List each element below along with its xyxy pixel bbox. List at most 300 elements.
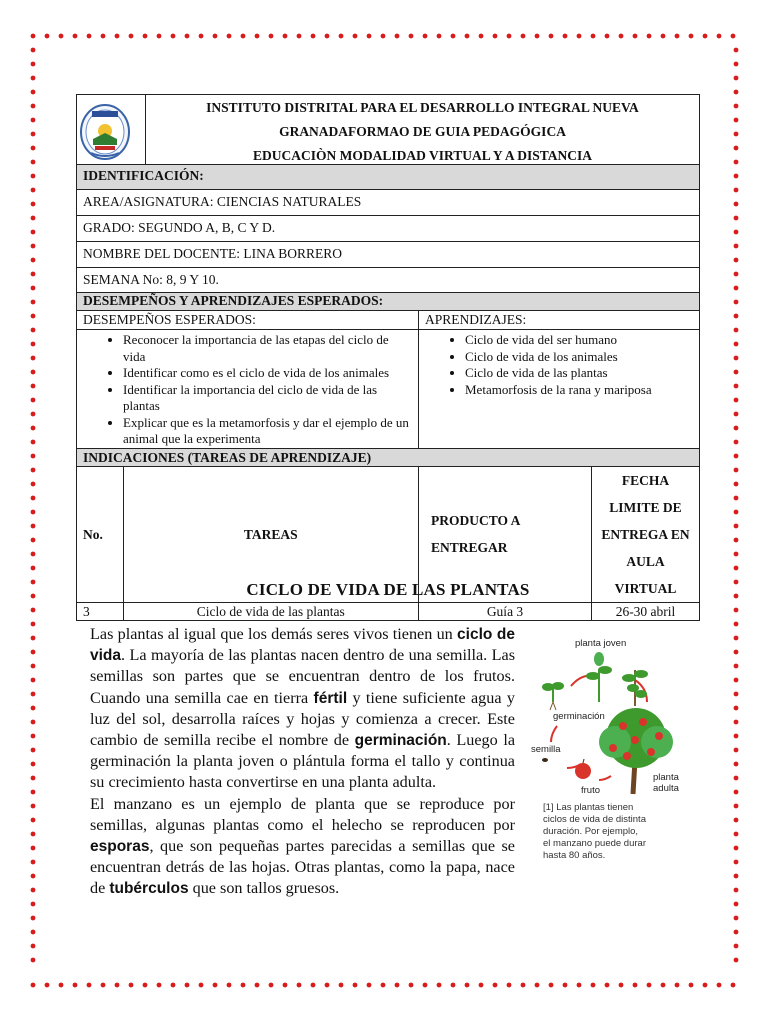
border-dot — [31, 608, 36, 613]
border-dot — [31, 832, 36, 837]
border-dot — [734, 818, 739, 823]
border-dot — [734, 342, 739, 347]
border-dot — [451, 34, 456, 39]
border-dot — [734, 832, 739, 837]
border-dot — [647, 983, 652, 988]
aprendizajes-list — [425, 332, 693, 398]
border-dot — [734, 482, 739, 487]
desempenos-heading: DESEMPEÑOS Y APRENDIZAJES ESPERADOS: — [77, 293, 700, 311]
border-dot — [605, 34, 610, 39]
bold-term-ciclo-de-vida: ciclo de vida — [90, 626, 515, 665]
border-dot — [734, 804, 739, 809]
border-dot — [73, 34, 78, 39]
header-title-line-3: EDUCACIÒN MODALIDAD VIRTUAL Y A DISTANCIA — [253, 148, 592, 163]
border-dot — [31, 104, 36, 109]
border-dot — [31, 790, 36, 795]
header-title — [146, 95, 700, 170]
border-dot — [734, 356, 739, 361]
border-dot — [31, 944, 36, 949]
border-dot — [734, 118, 739, 123]
border-dot — [31, 328, 36, 333]
border-dot — [31, 636, 36, 641]
border-dot — [734, 888, 739, 893]
border-dot — [734, 706, 739, 711]
list-item: • Identificar la importancia del ciclo de vida de las plantas — [123, 382, 412, 415]
border-dot — [703, 34, 708, 39]
border-dot — [734, 692, 739, 697]
border-dot — [734, 48, 739, 53]
border-dot — [451, 983, 456, 988]
border-dot — [535, 983, 540, 988]
border-dot — [633, 983, 638, 988]
border-dot — [703, 983, 708, 988]
border-dot — [213, 34, 218, 39]
border-dot — [31, 902, 36, 907]
plant-life-cycle-figure — [523, 630, 683, 875]
border-dot — [31, 90, 36, 95]
border-dot — [31, 678, 36, 683]
border-dot — [423, 983, 428, 988]
border-dot — [31, 496, 36, 501]
p2-text-c: , que son pequeñas partes parecidas a semillas que se encuentran detrás de las hojas. Otras plantas, como la papa, nace de — [90, 837, 515, 898]
border-dot — [31, 538, 36, 543]
border-dot — [734, 426, 739, 431]
border-dot — [577, 34, 582, 39]
border-dot — [734, 860, 739, 865]
border-dot — [87, 983, 92, 988]
identificacion-heading: IDENTIFICACIÓN: — [77, 165, 700, 190]
border-dot — [31, 244, 36, 249]
border-dot — [734, 664, 739, 669]
p1-text-a: Las plantas al igual que los demás seres vivos tienen un — [90, 625, 458, 643]
border-dot — [31, 983, 36, 988]
border-dot — [31, 482, 36, 487]
border-dot — [689, 34, 694, 39]
border-dot — [437, 34, 442, 39]
border-dot — [101, 983, 106, 988]
p2-text-d: que son tallos gruesos. — [188, 879, 340, 898]
border-dot — [409, 34, 414, 39]
bold-term-tuberculos: tubérculos — [109, 880, 189, 898]
col-header-producto: PRODUCTO A ENTREGAR — [419, 466, 592, 602]
border-dot — [31, 216, 36, 221]
border-dot — [31, 566, 36, 571]
border-dot — [734, 412, 739, 417]
border-dot — [521, 34, 526, 39]
border-dot — [255, 34, 260, 39]
list-item: • Reconocer la importancia de las etapas del ciclo de vida — [123, 332, 412, 365]
border-dot — [31, 34, 36, 39]
desempenos-list-cell — [77, 330, 419, 449]
border-dot — [227, 34, 232, 39]
border-dot — [734, 776, 739, 781]
list-item: • Identificar como es el ciclo de vida de los animales — [123, 365, 412, 382]
border-dot — [734, 202, 739, 207]
border-dot — [734, 440, 739, 445]
border-dot — [31, 230, 36, 235]
border-dot — [734, 608, 739, 613]
border-dot — [325, 983, 330, 988]
list-item: • Metamorfosis de la rana y mariposa — [465, 382, 693, 399]
border-dot — [31, 286, 36, 291]
bold-term-germinacion: germinación — [354, 732, 447, 750]
border-dot — [734, 104, 739, 109]
border-dot — [409, 983, 414, 988]
p1-text-c: . La mayoría de las plantas nacen dentro de una semilla. Las semillas son partes que se encuentran dentro de los frutos. Cuando una semilla cae en tierra — [90, 646, 515, 707]
border-dot — [31, 930, 36, 935]
border-dot — [87, 34, 92, 39]
border-dot — [734, 286, 739, 291]
border-dot — [734, 216, 739, 221]
border-dot — [493, 34, 498, 39]
border-dot — [31, 132, 36, 137]
border-dot — [717, 983, 722, 988]
border-dot — [31, 552, 36, 557]
border-dot — [31, 146, 36, 151]
border-dot — [734, 62, 739, 67]
border-dot — [31, 720, 36, 725]
school-logo-cell — [77, 95, 146, 170]
border-dot — [199, 983, 204, 988]
border-dot — [563, 983, 568, 988]
border-dot — [734, 384, 739, 389]
border-dot — [297, 34, 302, 39]
border-dot — [297, 983, 302, 988]
border-dot — [395, 34, 400, 39]
border-dot — [381, 983, 386, 988]
young-plant-icon — [586, 652, 612, 702]
caption-line-3: duración. Por ejemplo, — [543, 826, 639, 837]
border-dot — [734, 930, 739, 935]
border-dot — [31, 860, 36, 865]
table-row — [77, 602, 700, 620]
border-dot — [734, 958, 739, 963]
border-dot — [734, 524, 739, 529]
border-dot — [339, 34, 344, 39]
border-dot — [283, 983, 288, 988]
label-semilla: semilla — [531, 744, 561, 755]
border-dot — [73, 983, 78, 988]
border-dot — [101, 34, 106, 39]
border-dot — [479, 34, 484, 39]
border-dot — [185, 34, 190, 39]
border-dot — [31, 174, 36, 179]
border-dot — [734, 580, 739, 585]
border-dot — [59, 34, 64, 39]
border-dot — [465, 983, 470, 988]
border-dot — [31, 342, 36, 347]
border-dot — [31, 692, 36, 697]
apple-fruit-icon — [575, 759, 591, 779]
school-logo — [79, 103, 131, 161]
border-dot — [129, 34, 134, 39]
col-header-tareas: TAREAS — [123, 466, 418, 602]
border-dot — [367, 34, 372, 39]
semana-field: SEMANA No: 8, 9 Y 10. — [77, 268, 700, 293]
list-item: • Explicar que es la metamorfosis y dar el ejemplo de un animal que la experimenta — [123, 415, 412, 448]
label-planta-adulta-1: planta — [653, 772, 679, 783]
body-text — [90, 624, 515, 900]
border-dot — [734, 748, 739, 753]
border-dot — [619, 983, 624, 988]
border-dot — [734, 188, 739, 193]
border-dot — [31, 594, 36, 599]
desempenos-list — [83, 332, 412, 448]
border-dot — [31, 62, 36, 67]
border-dot — [31, 846, 36, 851]
border-dot — [353, 34, 358, 39]
border-dot — [734, 720, 739, 725]
border-dot — [31, 622, 36, 627]
border-dot — [423, 34, 428, 39]
border-dot — [157, 983, 162, 988]
border-dot — [31, 314, 36, 319]
border-dot — [734, 790, 739, 795]
border-dot — [31, 398, 36, 403]
border-dot — [381, 34, 386, 39]
list-item: • Ciclo de vida de las plantas — [465, 365, 693, 382]
border-dot — [479, 983, 484, 988]
border-dot — [563, 34, 568, 39]
border-dot — [437, 983, 442, 988]
border-dot — [591, 983, 596, 988]
grado-field: GRADO: SEGUNDO A, B, C Y D. — [77, 216, 700, 242]
border-dot — [734, 174, 739, 179]
border-dot — [734, 272, 739, 277]
border-dot — [255, 983, 260, 988]
border-dot — [45, 983, 50, 988]
border-dot — [283, 34, 288, 39]
border-dot — [734, 538, 739, 543]
border-dot — [734, 230, 739, 235]
border-dot — [577, 983, 582, 988]
border-dot — [734, 90, 739, 95]
border-dot — [31, 958, 36, 963]
paragraph-2 — [90, 794, 515, 900]
border-dot — [31, 916, 36, 921]
border-dot — [31, 734, 36, 739]
label-planta-joven: planta joven — [575, 638, 627, 649]
caption-line-1: [1] Las plantas tienen — [543, 802, 634, 813]
identification-table — [76, 164, 700, 621]
border-dot — [241, 34, 246, 39]
aprendizajes-list-cell — [419, 330, 700, 449]
border-dot — [31, 440, 36, 445]
border-dot — [734, 902, 739, 907]
col-header-no: No. — [77, 466, 124, 602]
paragraph-1 — [90, 624, 515, 794]
border-dot — [185, 983, 190, 988]
border-dot — [549, 983, 554, 988]
border-dot — [31, 510, 36, 515]
caption-line-4: el manzano puede durar — [543, 838, 646, 849]
border-dot — [143, 34, 148, 39]
border-dot — [31, 664, 36, 669]
border-dot — [661, 34, 666, 39]
border-dot — [353, 983, 358, 988]
border-dot — [129, 983, 134, 988]
border-dot — [199, 34, 204, 39]
border-dot — [31, 468, 36, 473]
border-dot — [535, 34, 540, 39]
p1-text-d: y tiene suficiente agua y luz del sol, desarrolla raíces y hojas y comienza a crecer. Este cambio de semilla recibe el nombre de — [90, 688, 515, 750]
border-dot — [31, 412, 36, 417]
border-dot — [157, 34, 162, 39]
border-dot — [31, 818, 36, 823]
border-dot — [269, 34, 274, 39]
border-dot — [734, 300, 739, 305]
border-dot — [633, 34, 638, 39]
border-dot — [734, 762, 739, 767]
border-dot — [734, 398, 739, 403]
border-dot — [241, 983, 246, 988]
border-dot — [59, 983, 64, 988]
border-dot — [31, 118, 36, 123]
border-dot — [31, 426, 36, 431]
aprendizajes-header: APRENDIZAJES: — [419, 311, 700, 330]
border-dot — [31, 454, 36, 459]
border-dot — [171, 34, 176, 39]
border-dot — [367, 983, 372, 988]
border-dot — [311, 983, 316, 988]
p1-text-e: . Luego la germinación la planta joven o plántula forma el tallo y continua su crecimiento hasta convertirse en una planta adulta. — [90, 731, 515, 792]
border-dot — [734, 552, 739, 557]
caption-line-2: ciclos de vida de distinta — [543, 814, 646, 825]
border-dot — [143, 983, 148, 988]
border-dot — [31, 48, 36, 53]
border-dot — [734, 496, 739, 501]
label-germinacion: germinación — [553, 711, 605, 722]
border-dot — [507, 34, 512, 39]
border-dot — [31, 580, 36, 585]
border-dot — [339, 983, 344, 988]
border-dot — [734, 132, 739, 137]
border-dot — [213, 983, 218, 988]
bold-term-fertil: fértil — [313, 689, 348, 707]
border-dot — [31, 524, 36, 529]
border-dot — [115, 983, 120, 988]
header-title-line-1: INSTITUTO DISTRITAL PARA EL DESARROLLO INTEGRAL NUEVA — [206, 100, 639, 115]
guide-header-table — [76, 94, 700, 170]
border-dot — [734, 874, 739, 879]
indicaciones-heading: INDICACIONES (TAREAS DE APRENDIZAJE) — [77, 448, 700, 466]
border-dot — [734, 468, 739, 473]
border-dot — [734, 636, 739, 641]
border-dot — [734, 944, 739, 949]
border-dot — [605, 983, 610, 988]
border-dot — [734, 160, 739, 165]
border-dot — [734, 314, 739, 319]
border-dot — [734, 510, 739, 515]
border-dot — [325, 34, 330, 39]
border-dot — [31, 258, 36, 263]
list-item: • Ciclo de vida del ser humano — [465, 332, 693, 349]
border-dot — [734, 566, 739, 571]
border-dot — [734, 650, 739, 655]
border-dot — [31, 160, 36, 165]
border-dot — [734, 244, 739, 249]
border-dot — [31, 888, 36, 893]
docente-field: NOMBRE DEL DOCENTE: LINA BORRERO — [77, 242, 700, 268]
border-dot — [734, 594, 739, 599]
border-dot — [734, 734, 739, 739]
border-dot — [311, 34, 316, 39]
border-dot — [493, 983, 498, 988]
col-header-fecha: FECHA LIMITE DE ENTREGA EN AULA VIRTUAL — [592, 466, 700, 602]
border-dot — [734, 916, 739, 921]
border-dot — [734, 678, 739, 683]
bold-term-esporas: esporas — [90, 838, 150, 856]
seed-icon — [542, 758, 548, 762]
border-dot — [31, 202, 36, 207]
border-dot — [31, 76, 36, 81]
border-dot — [647, 34, 652, 39]
border-dot — [734, 370, 739, 375]
border-dot — [31, 650, 36, 655]
border-dot — [31, 370, 36, 375]
border-dot — [31, 776, 36, 781]
border-dot — [689, 983, 694, 988]
border-dot — [31, 300, 36, 305]
border-dot — [31, 384, 36, 389]
task-cell-producto: Guía 3 — [419, 602, 592, 620]
border-dot — [675, 983, 680, 988]
border-dot — [31, 762, 36, 767]
border-dot — [734, 622, 739, 627]
border-dot — [227, 983, 232, 988]
task-cell-tarea: Ciclo de vida de las plantas — [123, 602, 418, 620]
border-dot — [31, 706, 36, 711]
border-dot — [115, 34, 120, 39]
border-dot — [269, 983, 274, 988]
border-dot — [591, 34, 596, 39]
border-dot — [734, 454, 739, 459]
task-cell-fecha: 26-30 abril — [592, 602, 700, 620]
border-dot — [465, 34, 470, 39]
border-dot — [734, 146, 739, 151]
border-dot — [171, 983, 176, 988]
border-dot — [31, 272, 36, 277]
germination-seedling-icon — [542, 682, 564, 710]
task-cell-no: 3 — [77, 602, 124, 620]
caption-line-5: hasta 80 años. — [543, 850, 606, 861]
border-dot — [734, 258, 739, 263]
desempenos-esperados-header: DESEMPEÑOS ESPERADOS: — [77, 311, 419, 330]
border-dot — [734, 846, 739, 851]
border-dot — [549, 34, 554, 39]
border-dot — [31, 188, 36, 193]
border-dot — [675, 34, 680, 39]
border-dot — [734, 328, 739, 333]
border-dot — [31, 356, 36, 361]
border-dot — [731, 983, 736, 988]
list-item: • Ciclo de vida de los animales — [465, 349, 693, 366]
border-dot — [734, 76, 739, 81]
header-title-line-2: GRANADAFORMAO DE GUIA PEDAGÓGICA — [279, 124, 566, 139]
border-dot — [45, 34, 50, 39]
border-dot — [661, 983, 666, 988]
p2-text-a: El manzano es un ejemplo de planta que se reproduce por semillas, algunas plantas como el helecho se reproducen por — [90, 794, 515, 834]
label-planta-adulta-2: adulta — [653, 783, 679, 794]
border-dot — [717, 34, 722, 39]
border-dot — [731, 34, 736, 39]
area-field: AREA/ASIGNATURA: CIENCIAS NATURALES — [77, 190, 700, 216]
border-dot — [395, 983, 400, 988]
border-dot — [31, 748, 36, 753]
border-dot — [31, 804, 36, 809]
section-title: CICLO DE VIDA DE LAS PLANTAS — [246, 580, 530, 599]
border-dot — [619, 34, 624, 39]
